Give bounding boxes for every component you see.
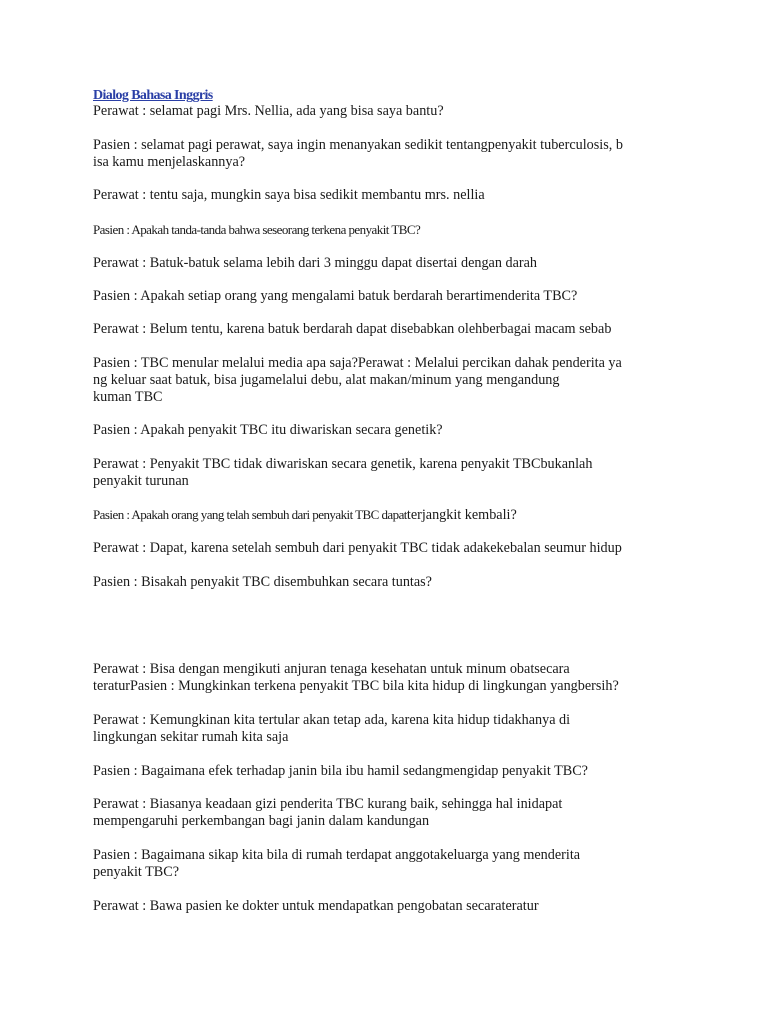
text-line: kuman TBC	[93, 389, 163, 405]
text-line: Perawat : Dapat, karena setelah sembuh dari penyakit TBC tidak adakekebalan seumur hidup	[93, 540, 622, 556]
text-line: Pasien : Apakah tanda-tanda bahwa seseorang terkena penyakit TBC?	[93, 222, 421, 237]
dialog-line-2	[93, 137, 683, 171]
dialog-line-3	[93, 187, 683, 204]
text-line: Perawat : Kemungkinan kita tertular akan tetap ada, karena kita hidup tidakhanya di	[93, 712, 571, 728]
text-line: Perawat : Biasanya keadaan gizi penderita TBC kurang baik, sehingga hal inidapat	[93, 796, 563, 812]
text-line: Perawat : Bawa pasien ke dokter untuk mendapatkan pengobatan secarateratur	[93, 898, 539, 914]
dialog-line-18	[93, 847, 683, 881]
text-line: isa kamu menjelaskannya?	[93, 154, 246, 170]
text-line: Pasien : Apakah penyakit TBC itu diwariskan secara genetik?	[93, 422, 443, 438]
text-line: lingkungan sekitar rumah kita saja	[93, 729, 289, 745]
dialog-line-19	[93, 898, 683, 915]
dialog-line-1	[93, 103, 683, 120]
text-line: Perawat : Batuk-batuk selama lebih dari 3 minggu dapat disertai dengan darah	[93, 255, 538, 271]
text-line: Pasien : Bagaimana efek terhadap janin bila ibu hamil sedangmengidap penyakit TBC?	[93, 763, 588, 779]
text-line: ng keluar saat batuk, bisa jugamelalui debu, alat makan/minum yang mengandung	[93, 372, 560, 388]
condensed-segment: Pasien : Apakah orang yang telah sembuh dari penyakit TBC dapat	[93, 507, 407, 522]
document-title[interactable]: Dialog Bahasa Inggris	[93, 88, 213, 103]
text-line: Pasien : Bisakah penyakit TBC disembuhkan secara tuntas?	[93, 574, 432, 590]
dialog-line-17	[93, 796, 683, 830]
text-line: teraturPasien : Mungkinkan terkena penyakit TBC bila kita hidup di lingkungan yangbersih?	[93, 678, 619, 694]
document-page	[93, 86, 683, 914]
text-line: penyakit turunan	[93, 473, 189, 489]
text-line: penyakit TBC?	[93, 864, 180, 880]
dialog-line-6	[93, 288, 683, 305]
dialog-line-11	[93, 506, 683, 524]
dialog-line-12	[93, 540, 683, 557]
dialog-line-14	[93, 661, 683, 695]
dialog-line-8	[93, 355, 683, 406]
text-line: Pasien : Apakah setiap orang yang mengalami batuk berdarah berartimenderita TBC?	[93, 288, 578, 304]
dialog-line-13	[93, 574, 683, 591]
dialog-line-15	[93, 712, 683, 746]
text-line: mempengaruhi perkembangan bagi janin dalam kandungan	[93, 813, 430, 829]
text-line: Perawat : Penyakit TBC tidak diwariskan secara genetik, karena penyakit TBCbukanlah	[93, 456, 593, 472]
dialog-line-5	[93, 255, 683, 272]
text-line: Pasien : TBC menular melalui media apa saja?Perawat : Melalui percikan dahak penderita ya	[93, 355, 622, 371]
text-line	[93, 506, 683, 524]
dialog-line-10	[93, 456, 683, 490]
text-line: Perawat : tentu saja, mungkin saya bisa sedikit membantu mrs. nellia	[93, 187, 485, 203]
dialog-line-7	[93, 321, 683, 338]
dialog-line-9	[93, 422, 683, 439]
text-line: Pasien : selamat pagi perawat, saya ingin menanyakan sedikit tentangpenyakit tuberculosis, b	[93, 137, 623, 153]
text-line: Perawat : Belum tentu, karena batuk berdarah dapat disebabkan olehberbagai macam sebab	[93, 321, 612, 337]
dialog-line-4	[93, 221, 683, 238]
text-line: Perawat : Bisa dengan mengikuti anjuran tenaga kesehatan untuk minum obatsecara	[93, 661, 570, 677]
text-line: Perawat : selamat pagi Mrs. Nellia, ada yang bisa saya bantu?	[93, 103, 444, 119]
regular-segment: terjangkit kembali?	[406, 507, 517, 523]
text-line: Pasien : Bagaimana sikap kita bila di rumah terdapat anggotakeluarga yang menderita	[93, 847, 581, 863]
dialog-line-16	[93, 763, 683, 780]
